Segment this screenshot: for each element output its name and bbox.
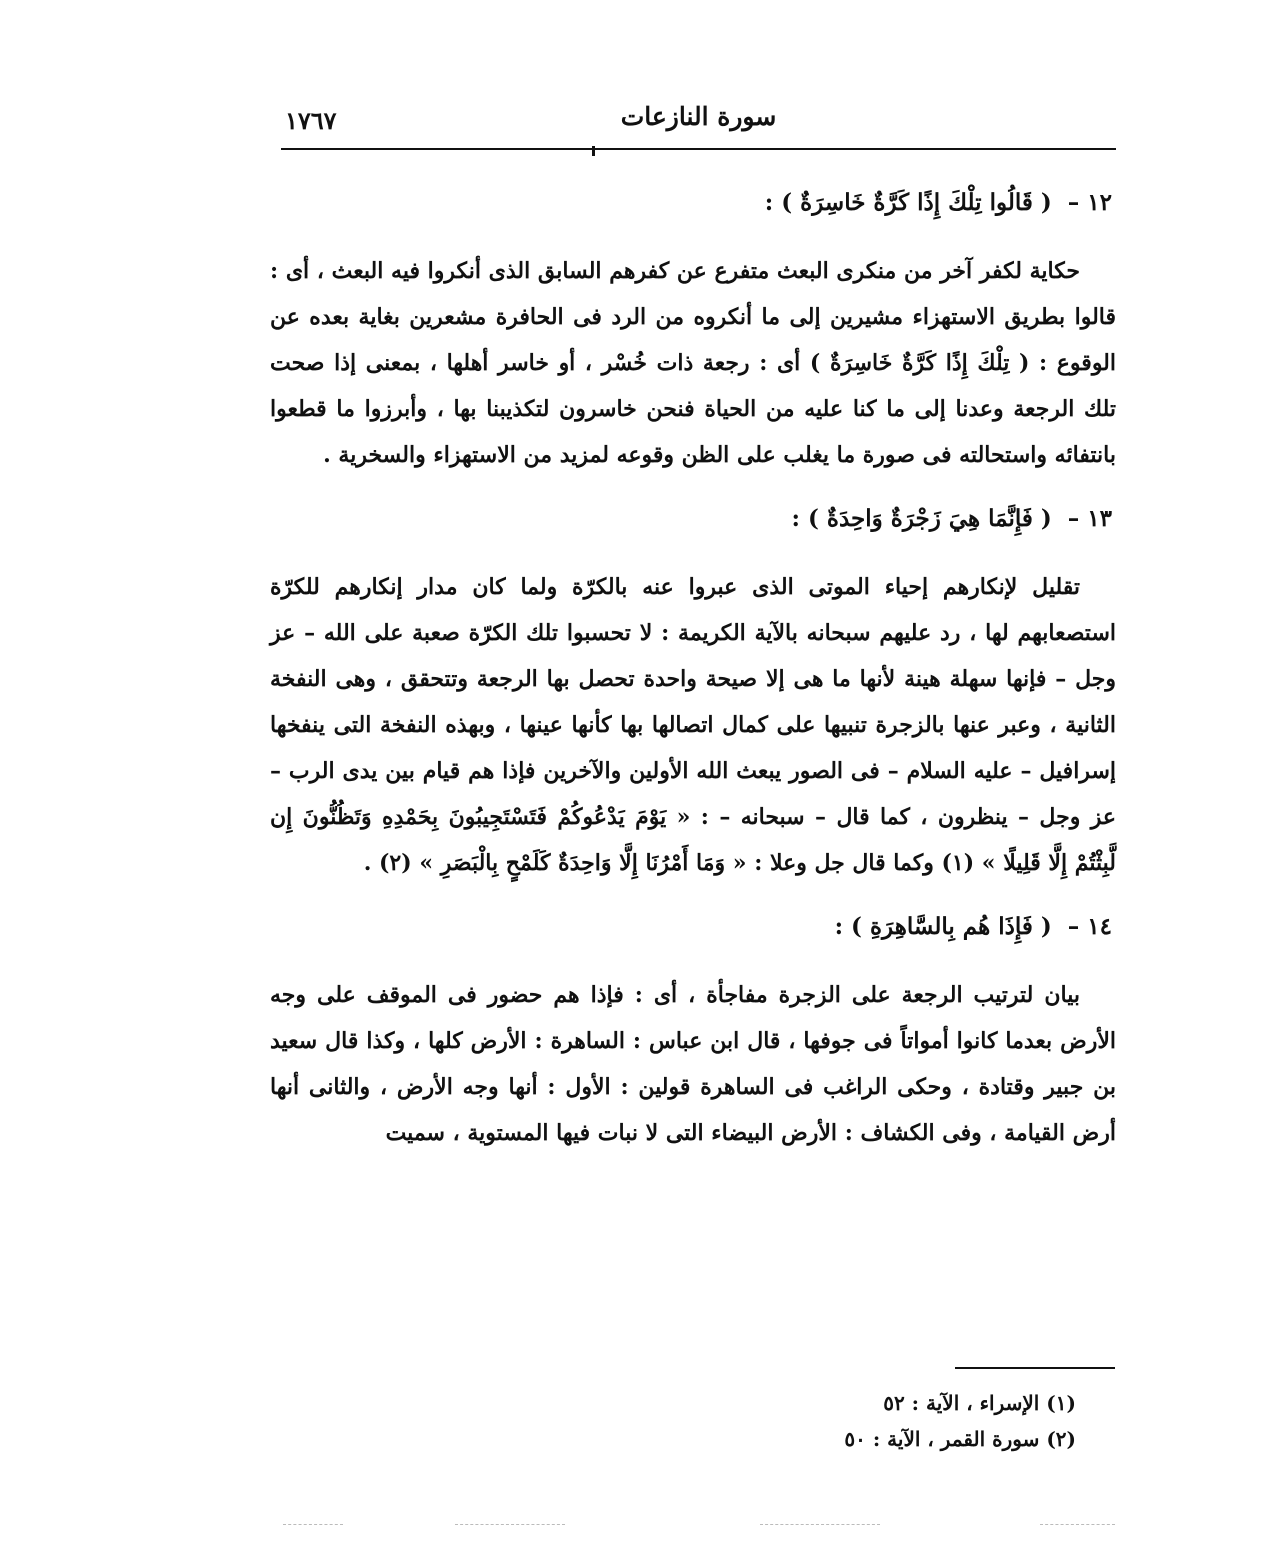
verse-text: ( قَالُوا تِلْكَ إِذًا كَرَّةٌ خَاسِرَةٌ ) : <box>764 189 1052 216</box>
verse-text: ( فَإِذَا هُم بِالسَّاهِرَةِ ) : <box>834 913 1052 940</box>
page-number: ١٧٦٧ <box>285 106 337 135</box>
surah-title: سورة النازعات <box>620 102 777 131</box>
footnote-item: (١) الإسراء ، الآية : ٥٢ <box>883 1391 1076 1415</box>
verse-heading <box>270 904 1116 950</box>
scan-mark <box>455 1524 565 1525</box>
commentary-paragraph: تقليل لإنكارهم إحياء الموتى الذى عبروا عنه بالكرّة ولما كان مدار إنكارهم للكرّة استصعابهم لها ، رد عليهم سبحانه بالآية الكريمة : لا تحسبوا تلك الكرّة صعبة على الله – عز وجل – فإنها سهلة هينة لأنها ما هى إلا صيحة واحدة تحصل بها الرجعة وتتحقق ، وهى النفخة الثانية ، وعبر عنها بالزجرة تنبيها على كمال اتصالها بها كأنها عينها ، وبهذه النفخة التى ينفخها إسرافيل – عليه السلام – فى الصور يبعث الله الأولين والآخرين فإذا هم قيام بين يدى الرب – عز وجل – ينظرون ، كما قال – سبحانه – : « يَوْمَ يَدْعُوكُمْ فَتَسْتَجِيبُونَ بِحَمْدِهِ وَتَظُنُّونَ إِن لَّبِثْتُمْ إِلَّا قَلِيلًا » (١) وكما قال جل وعلا : « وَمَا أَمْرُنَا إِلَّا وَاحِدَةٌ كَلَمْحٍ بِالْبَصَرِ » (٢) . <box>270 574 1116 876</box>
footnote-item: (٢) سورة القمر ، الآية : ٥٠ <box>844 1427 1076 1451</box>
scan-mark <box>760 1524 880 1525</box>
footnotes <box>760 1385 1076 1457</box>
header-rule-mark <box>592 146 595 156</box>
verse-number: ١٤ – <box>1067 913 1112 940</box>
footnote-rule <box>955 1367 1115 1369</box>
scan-mark <box>283 1524 343 1525</box>
tafsir-body <box>270 170 1116 1174</box>
page-header <box>281 98 1116 148</box>
commentary-paragraph: حكاية لكفر آخر من منكرى البعث متفرع عن كفرهم السابق الذى أنكروا فيه البعث ، أى : قالوا بطريق الاستهزاء مشيرين إلى ما أنكروه من الرد فى الحافرة مشعرين بغاية بعده عن الوقوع : ( تِلْكَ إِذًا كَرَّةٌ خَاسِرَةٌ ) أى : رجعة ذات خُسْر ، أو خاسر أهلها ، بمعنى إذا صحت تلك الرجعة وعدنا إلى ما كنا عليه من الحياة فنحن خاسرون لتكذيبنا بها ، وأبرزوا ما قطعوا بانتفائه واستحالته فى صورة ما يغلب على الظن وقوعه لمزيد من الاستهزاء والسخرية . <box>270 258 1116 468</box>
verse-heading <box>270 496 1116 542</box>
verse-number: ١٣ – <box>1067 505 1112 532</box>
scan-mark <box>1040 1524 1115 1525</box>
verse-heading <box>270 180 1116 226</box>
header-rule <box>281 148 1116 150</box>
verse-text: ( فَإِنَّمَا هِيَ زَجْرَةٌ وَاحِدَةٌ ) : <box>791 505 1052 532</box>
verse-number: ١٢ – <box>1067 189 1112 216</box>
commentary-paragraph: بيان لترتيب الرجعة على الزجرة مفاجأة ، أى : فإذا هم حضور فى الموقف على وجه الأرض بعدما كانوا أمواتاً فى جوفها ، قال ابن عباس : الساهرة : الأرض كلها ، وكذا قال سعيد بن جبير وقتادة ، وحكى الراغب فى الساهرة قولين : الأول : أنها وجه الأرض ، والثانى أنها أرض القيامة ، وفى الكشاف : الأرض البيضاء التى لا نبات فيها المستوية ، سميت <box>270 982 1116 1146</box>
